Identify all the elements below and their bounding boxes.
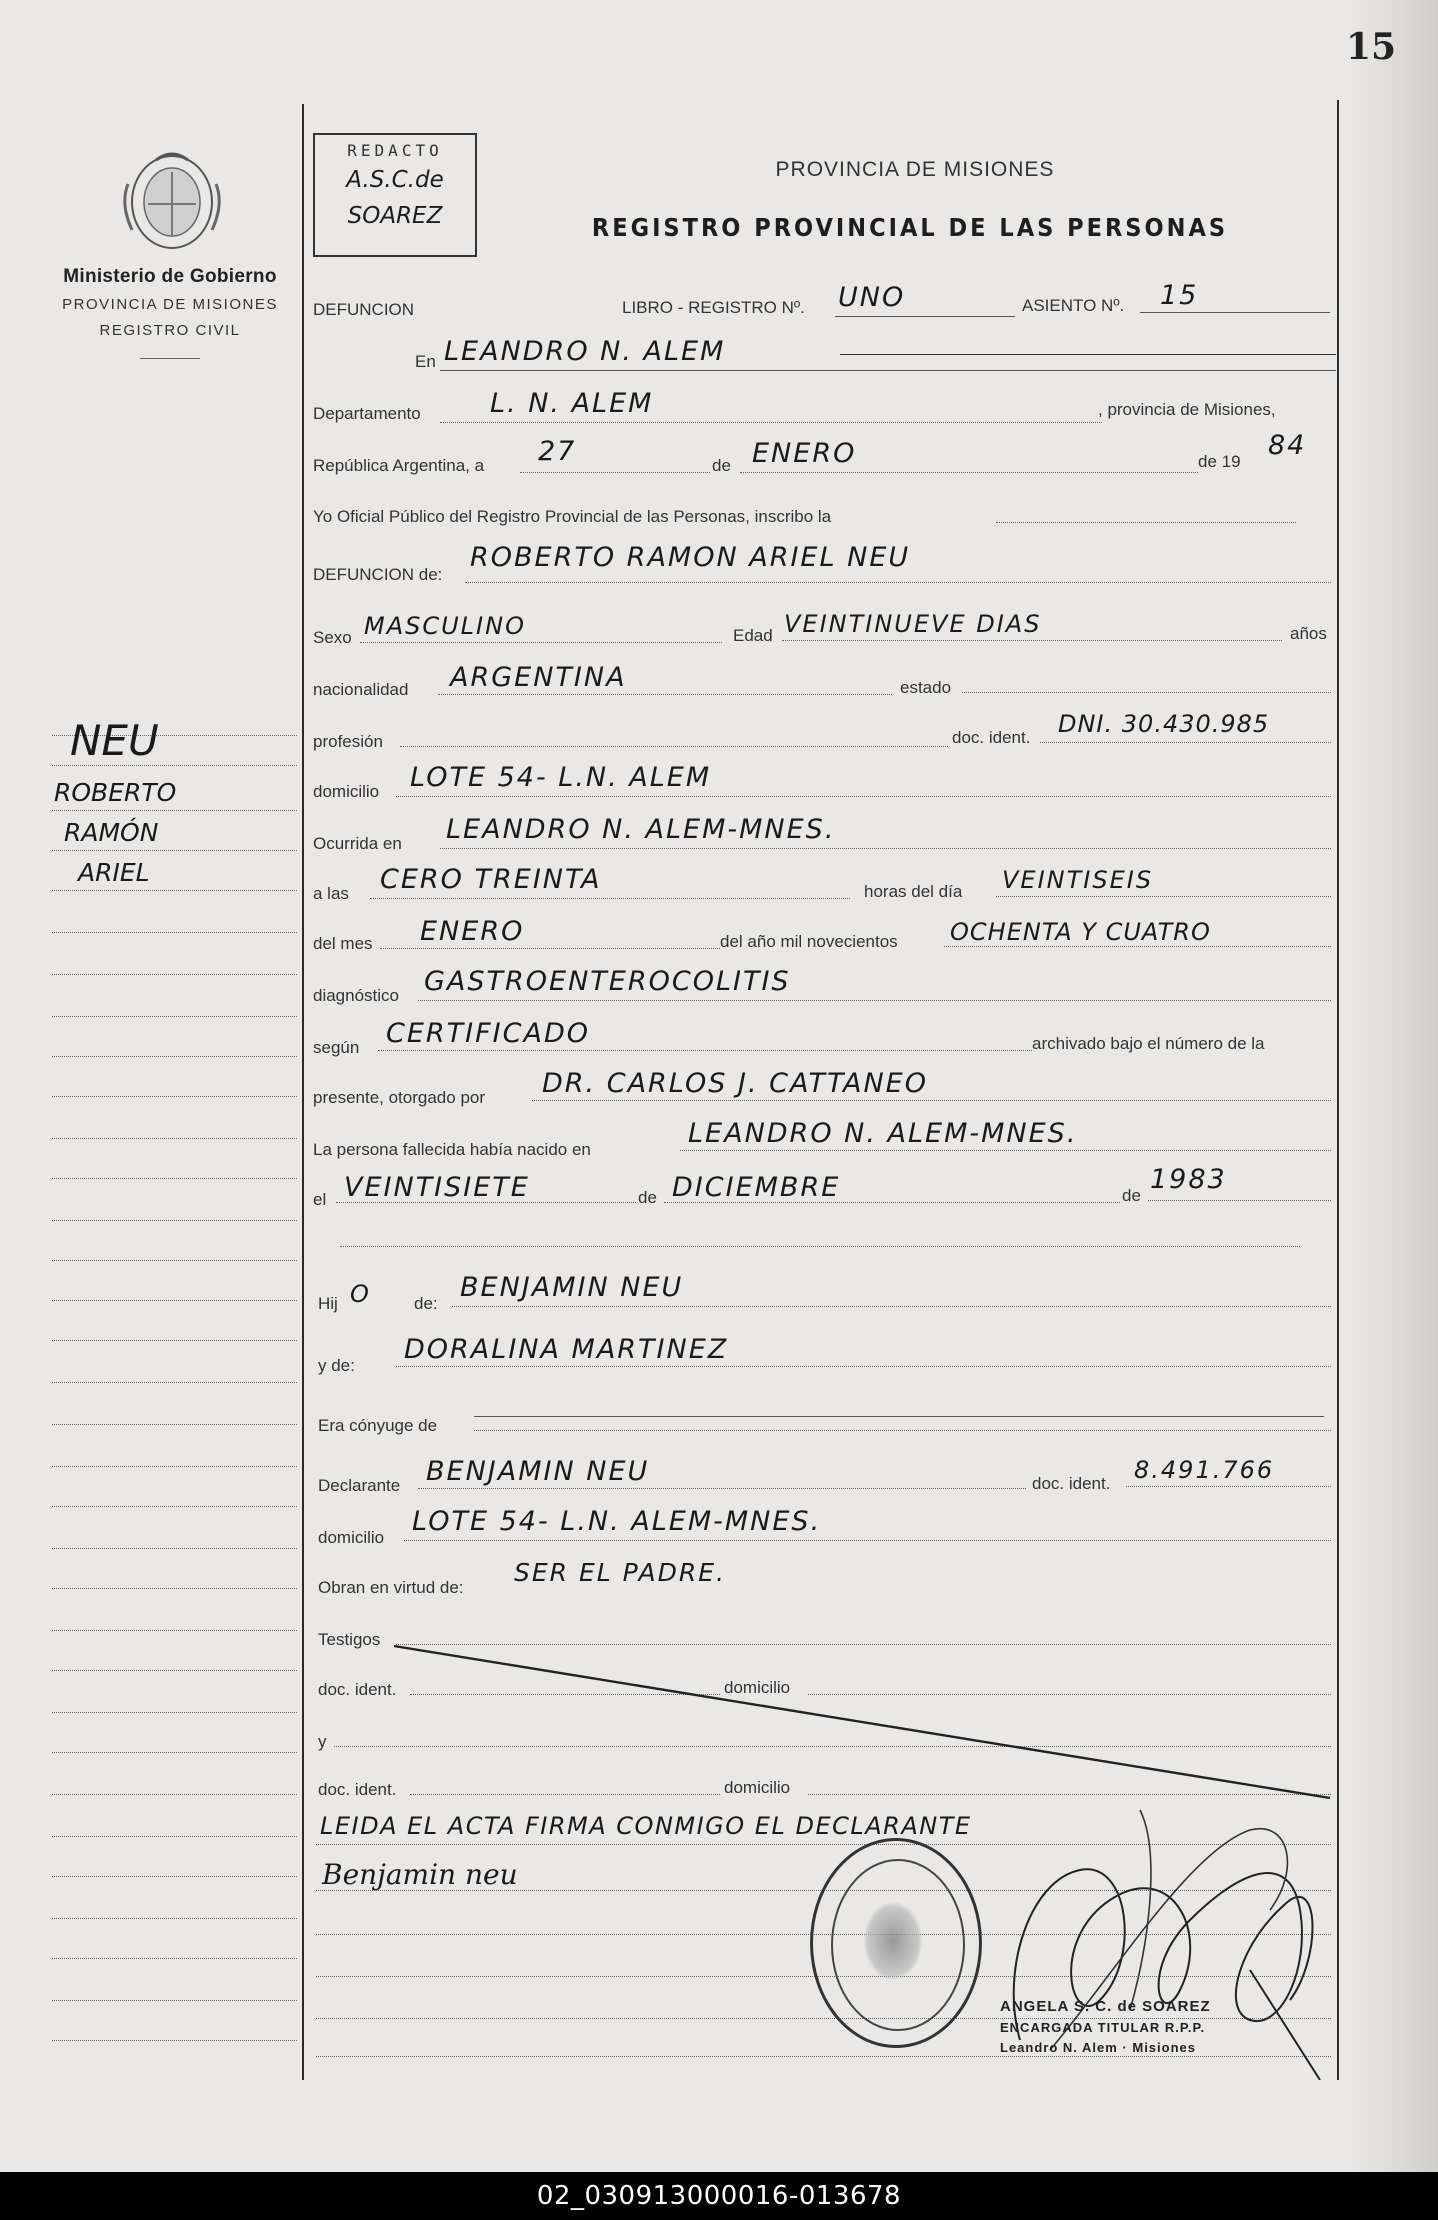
hijo-label: Hij [318, 1294, 338, 1313]
page-number: 15 [1346, 26, 1397, 68]
doc2-label: doc. ident. [1032, 1474, 1111, 1493]
nacido-value: LEANDRO N. ALEM-MNES. [688, 1118, 1078, 1149]
leida-value: LEIDA EL ACTA FIRMA CONMIGO EL DECLARANTE [320, 1812, 972, 1840]
domicilio-a-label: domicilio [724, 1678, 791, 1697]
page-edge [1348, 0, 1438, 2172]
doc-value: DNI. 30.430.985 [1058, 710, 1270, 738]
doc-label: doc. ident. [952, 728, 1031, 747]
domicilio2-label: domicilio [318, 1528, 385, 1547]
asiento-label: ASIENTO Nº. [1022, 296, 1125, 315]
defuncion-label: DEFUNCION de: [313, 565, 443, 584]
firma-declarante: Benjamin neu [322, 1858, 518, 1891]
alas-value: CERO TREINTA [380, 864, 602, 895]
en-label: En [415, 352, 436, 371]
profesion-label: profesión [313, 732, 383, 751]
yde-label: y de: [318, 1356, 355, 1375]
domicilio2-value: LOTE 54- L.N. ALEM-MNES. [412, 1506, 822, 1537]
obran-label: Obran en virtud de: [318, 1578, 464, 1597]
scan-filename-footer: 02_030913000016-013678 [0, 2172, 1438, 2220]
departamento-value: L. N. ALEM [490, 388, 654, 419]
domicilio-label: domicilio [313, 782, 380, 801]
docident-a-label: doc. ident. [318, 1680, 397, 1699]
stamp-line2: ENCARGADA TITULAR R.P.P. [1000, 2020, 1206, 2035]
testigos-label: Testigos [318, 1630, 381, 1649]
redacto-box [313, 133, 477, 257]
el-value: VEINTISIETE [344, 1172, 530, 1203]
y-label: y [318, 1732, 327, 1751]
departamento-label: Departamento [313, 404, 421, 423]
archivado-label: archivado bajo el número de la [1032, 1034, 1265, 1053]
declarante-value: BENJAMIN NEU [426, 1456, 650, 1487]
edad-label: Edad [733, 626, 773, 645]
asiento-value: 15 [1160, 280, 1199, 311]
nacionalidad-value: ARGENTINA [450, 662, 627, 693]
oficial-label: Yo Oficial Público del Registro Provincial de las Personas, inscribo la [313, 507, 832, 526]
presente-value: DR. CARLOS J. CATTANEO [542, 1068, 928, 1099]
obran-value: SER EL PADRE. [514, 1558, 726, 1587]
domicilio-value: LOTE 54- L.N. ALEM [410, 762, 712, 793]
delanio-label: del año mil novecientos [720, 932, 898, 951]
nacido-label: La persona fallecida había nacido en [313, 1140, 591, 1159]
provincia-label: PROVINCIA DE MISIONES [62, 296, 278, 313]
mes-value: ENERO [752, 438, 857, 469]
side-name1: ROBERTO [54, 778, 177, 807]
redacto-line2: SOAREZ [347, 203, 443, 229]
horas-value: VEINTISEIS [1002, 866, 1154, 894]
libro-label: LIBRO - REGISTRO Nº. [622, 298, 805, 317]
diagnostico-value: GASTROENTEROCOLITIS [424, 966, 791, 997]
anios-label: años [1290, 624, 1327, 643]
tipo-label: DEFUNCION [313, 300, 415, 319]
segun-value: CERTIFICADO [386, 1018, 590, 1049]
sexo-label: Sexo [313, 628, 352, 647]
provincia-field-label: , provincia de Misiones, [1098, 400, 1276, 419]
estado-label: estado [900, 678, 952, 697]
sexo-value: MASCULINO [364, 612, 526, 640]
side-surname: NEU [70, 716, 159, 765]
anio-value: 84 [1268, 430, 1307, 461]
ocurrida-label: Ocurrida en [313, 834, 402, 853]
registro-civil-label: REGISTRO CIVIL [99, 322, 241, 339]
madre-value: DORALINA MARTINEZ [404, 1334, 729, 1365]
redacto-line1: A.S.C.de [346, 167, 444, 193]
provincia-title: PROVINCIA DE MISIONES [775, 158, 1055, 181]
anionac-value: 1983 [1150, 1164, 1227, 1195]
de-label: de [712, 456, 731, 475]
padre-value: BENJAMIN NEU [460, 1272, 684, 1303]
doc2-value: 8.491.766 [1134, 1456, 1275, 1484]
hijo-suffix: O [350, 1280, 371, 1308]
dia-value: 27 [538, 436, 577, 467]
official-signature [990, 1790, 1330, 2080]
delmes-label: del mes [313, 934, 373, 953]
frame-left-line [302, 104, 304, 2080]
side-name3: ARIEL [78, 858, 150, 887]
header-divider [140, 358, 200, 359]
declarante-label: Declarante [318, 1476, 401, 1495]
docident-b-label: doc. ident. [318, 1780, 397, 1799]
official-round-stamp [810, 1838, 982, 2048]
stamp-line1: ANGELA S. C. de SOAREZ [1000, 1998, 1211, 2015]
presente-label: presente, otorgado por [313, 1088, 486, 1107]
delmes-value: ENERO [420, 916, 525, 947]
nacionalidad-label: nacionalidad [313, 680, 409, 699]
segun-label: según [313, 1038, 360, 1057]
en-value: LEANDRO N. ALEM [444, 336, 726, 367]
el-label: el [313, 1190, 327, 1209]
ocurrida-value: LEANDRO N. ALEM-MNES. [446, 814, 836, 845]
ministerio-label: Ministerio de Gobierno [63, 266, 277, 287]
horas-label: horas del día [864, 882, 963, 901]
mesnac-value: DICIEMBRE [672, 1172, 841, 1203]
side-name2: RAMÓN [64, 818, 159, 847]
domicilio-b-label: domicilio [724, 1778, 791, 1797]
frame-right-line [1337, 100, 1339, 2080]
libro-value: UNO [838, 282, 906, 313]
conyuge-label: Era cónyuge de [318, 1416, 438, 1435]
de2-label: de [638, 1188, 657, 1207]
alas-label: a las [313, 884, 349, 903]
de3-label: de [1122, 1186, 1141, 1205]
delanio-value: OCHENTA Y CUATRO [950, 918, 1211, 946]
anio-label: de 19 [1198, 452, 1241, 471]
republica-label: República Argentina, a [313, 456, 485, 475]
edad-value: VEINTINUEVE DIAS [784, 610, 1042, 638]
hijo-de-label: de: [414, 1294, 438, 1313]
coat-of-arms-icon [118, 144, 226, 256]
defuncion-value: ROBERTO RAMON ARIEL NEU [470, 542, 911, 573]
diagnostico-label: diagnóstico [313, 986, 400, 1005]
testigos-strike-line [392, 1640, 1332, 1804]
stamp-line3: Leandro N. Alem · Misiones [1000, 2040, 1196, 2055]
redacto-title: REDACTO [347, 141, 443, 160]
registro-title: REGISTRO PROVINCIAL DE LAS PERSONAS [591, 213, 1229, 242]
